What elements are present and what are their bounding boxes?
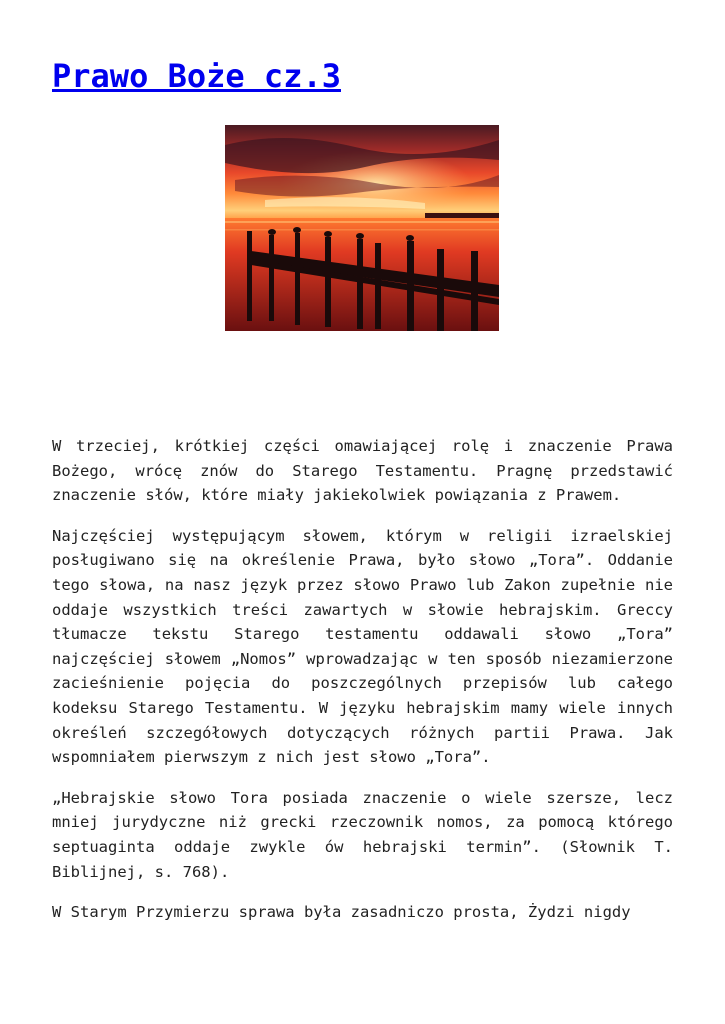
page-title — [52, 56, 341, 96]
paragraph: „Hebrajskie słowo Tora posiada znaczenie o wiele szersze, lecz mniej jurydyczne niż grecki rzeczownik nomos, za pomocą którego septuaginta oddaje zwykle ów hebrajski termin”. (Słownik T. Biblijnej, s. 768). — [52, 788, 673, 881]
paragraph: W trzeciej, krótkiej części omawiającej rolę i znaczenie Prawa Bożego, wrócę znów do Starego Testamentu. Pragnę przedstawić znaczenie słów, które miały jakiekolwiek powiązania z Prawem. — [52, 437, 673, 505]
sunset-pier-image — [225, 125, 499, 331]
article-photo — [225, 125, 499, 331]
paragraph: Najczęściej występującym słowem, którym w religii izraelskiej posługiwano się na określenie Prawa, było słowo „Tora”. Oddanie tego słowa, na nasz język przez słowo Prawo lub Zakon zupełnie nie oddaje wszystkich treści zawartych w słowie hebrajskim. Greccy tłumacze tekstu Starego testamentu oddawali słowo „Tora” najczęściej słowem „Nomos” wprowadzając w ten sposób niezamierzone zacieśnienie pojęcia do poszczególnych przepisów lub całego kodeksu Starego Testamentu. W języku hebrajskim mamy wiele innych określeń szczegółowych dotyczących różnych partii Prawa. Jak wspomniałem pierwszym z nich jest słowo „Tora”. — [52, 526, 673, 767]
article-title-link[interactable]: Prawo Boże cz.3 — [52, 57, 341, 95]
paragraph: W Starym Przymierzu sprawa była zasadniczo prosta, Żydzi nigdy — [52, 903, 631, 922]
article-body — [52, 434, 673, 941]
